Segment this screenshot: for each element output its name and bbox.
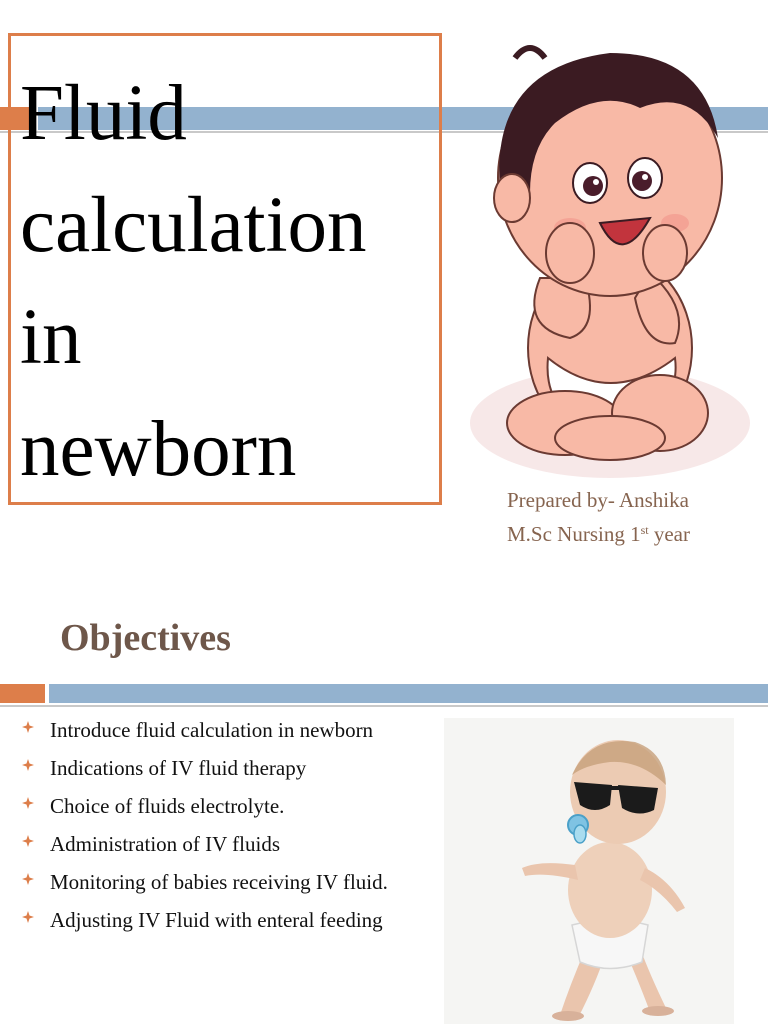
objectives-list xyxy=(22,715,422,943)
slide-title xyxy=(20,58,440,506)
objectives-heading: Objectives xyxy=(60,617,231,659)
list-item xyxy=(22,867,422,897)
blue-header-bar xyxy=(49,684,768,703)
list-item-text: Choice of fluids electrolyte. xyxy=(50,794,285,818)
list-item-text: Introduce fluid calculation in newborn xyxy=(50,718,374,742)
diamond-bullet-icon xyxy=(22,721,34,733)
list-item xyxy=(22,791,422,821)
list-item-text: Monitoring of babies receiving IV fluid. xyxy=(50,870,388,894)
title-line: newborn xyxy=(20,406,297,493)
author-info xyxy=(507,485,762,549)
objectives-slide xyxy=(0,580,768,1024)
diamond-bullet-icon xyxy=(22,911,34,923)
title-line: calculation xyxy=(20,182,367,269)
list-item xyxy=(22,753,422,783)
cartoon-baby-illustration xyxy=(460,28,760,483)
diamond-bullet-icon xyxy=(22,797,34,809)
list-item-text: Indications of IV fluid therapy xyxy=(50,756,307,780)
diamond-bullet-icon xyxy=(22,873,34,885)
course-main: M.Sc Nursing 1 xyxy=(507,522,641,546)
diamond-bullet-icon xyxy=(22,835,34,847)
prepared-by-text: Prepared by- Anshika xyxy=(507,488,689,512)
title-line: Fluid xyxy=(20,70,187,157)
list-item xyxy=(22,905,422,935)
title-line: in xyxy=(20,294,82,381)
orange-accent-bar xyxy=(0,684,45,703)
list-item-text: Adjusting IV Fluid with enteral feeding xyxy=(50,908,383,932)
course-superscript: st xyxy=(640,523,649,537)
divider-line xyxy=(0,705,768,707)
list-item xyxy=(22,715,422,745)
dancing-baby-sunglasses-illustration xyxy=(500,730,720,1024)
list-item xyxy=(22,829,422,859)
diamond-bullet-icon xyxy=(22,759,34,771)
course-text xyxy=(507,515,762,549)
course-tail: year xyxy=(648,522,690,546)
list-item-text: Administration of IV fluids xyxy=(50,832,281,856)
